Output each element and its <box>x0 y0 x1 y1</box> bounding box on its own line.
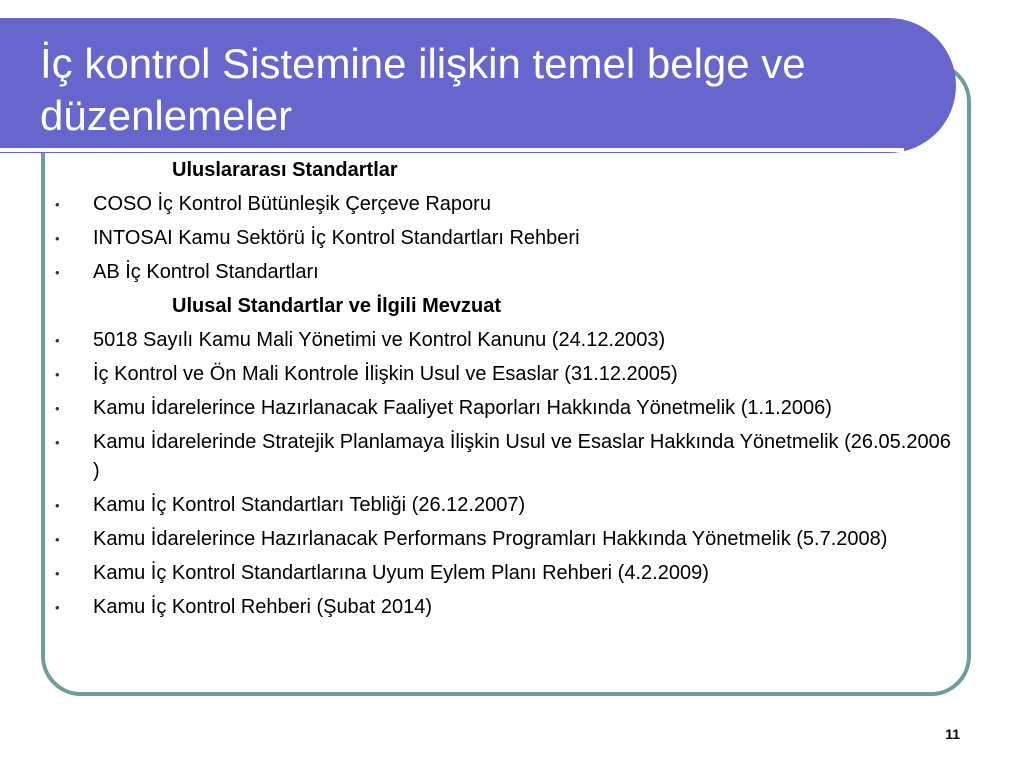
list-item: • AB İç Kontrol Standartları <box>50 258 955 287</box>
list-item: • İç Kontrol ve Ön Mali Kontrole İlişkin Usul ve Esaslar (31.12.2005) <box>50 360 955 389</box>
list-item: • Kamu İdarelerinde Stratejik Planlamaya İlişkin Usul ve Esaslar Hakkında Yönetmelik (26.05.2006 ) <box>50 428 955 486</box>
list-item: • COSO İç Kontrol Bütünleşik Çerçeve Raporu <box>50 190 955 219</box>
list-item: • INTOSAI Kamu Sektörü İç Kontrol Standartları Rehberi <box>50 224 955 253</box>
section-heading-international: Uluslararası Standartlar <box>172 159 398 181</box>
list-item: • 5018 Sayılı Kamu Mali Yönetimi ve Kontrol Kanunu (24.12.2003) <box>50 326 955 355</box>
slide-title: İç kontrol Sistemine ilişkin temel belge ve düzenlemeler <box>40 40 806 139</box>
list-item: • Kamu İç Kontrol Rehberi (Şubat 2014) <box>50 593 955 622</box>
section-heading-national: Ulusal Standartlar ve İlgili Mevzuat <box>172 295 501 317</box>
list-item: • Kamu İç Kontrol Standartlarına Uyum Eylem Planı Rehberi (4.2.2009) <box>50 559 955 588</box>
title-underline <box>0 148 904 152</box>
list-item: • Kamu İdarelerince Hazırlanacak Faaliyet Raporları Hakkında Yönetmelik (1.1.2006) <box>50 394 955 423</box>
list-item: • Kamu İdarelerince Hazırlanacak Performans Programları Hakkında Yönetmelik (5.7.2008) <box>50 525 955 554</box>
page-number: 11 <box>945 726 960 742</box>
list-item: • Kamu İç Kontrol Standartları Tebliği (26.12.2007) <box>50 491 955 520</box>
title-banner <box>0 18 956 153</box>
content-list <box>50 156 955 627</box>
